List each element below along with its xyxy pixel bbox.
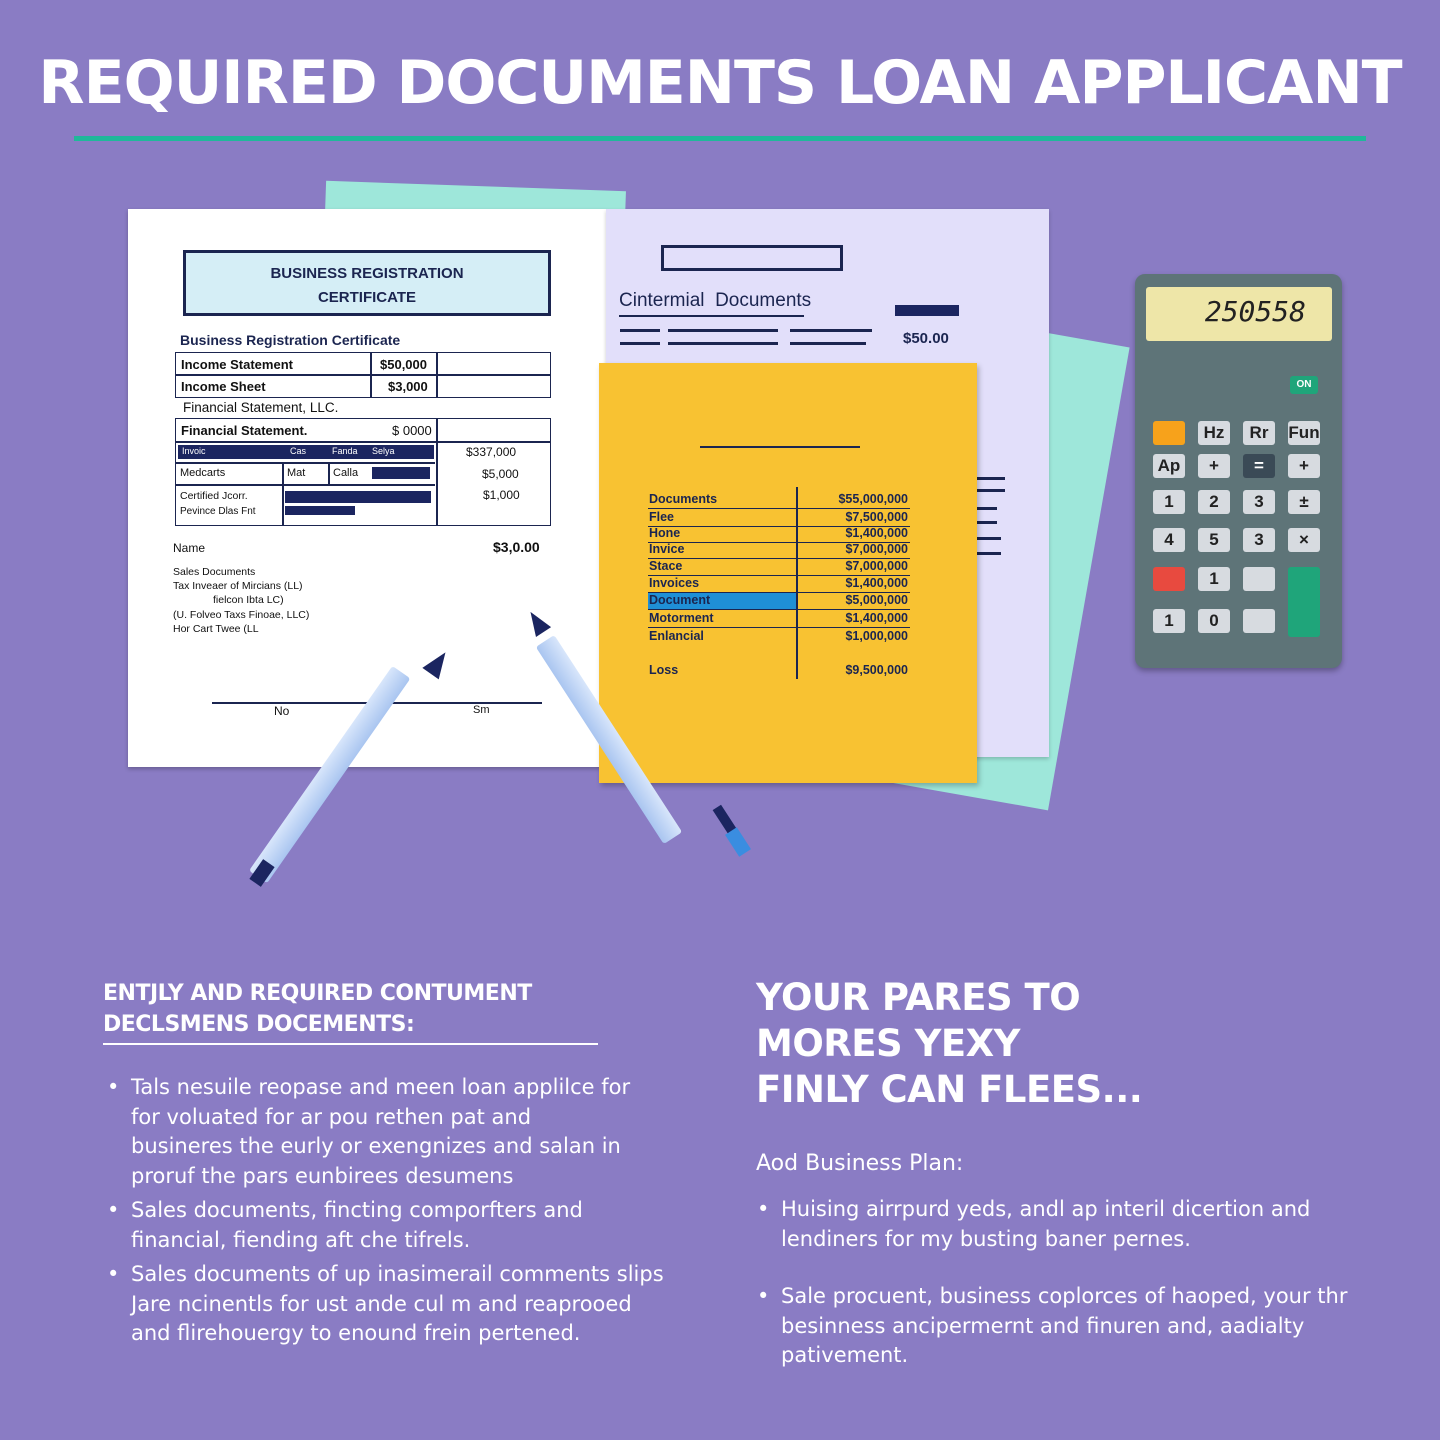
- calc-key[interactable]: [1153, 421, 1185, 445]
- name-label: Name: [173, 541, 206, 555]
- bullet-line: besinness ancipermernt and finuren and, aadialty: [781, 1313, 1305, 1338]
- table-header-cell: Cas: [290, 446, 307, 456]
- calc-key[interactable]: 5: [1198, 528, 1230, 552]
- bullet-line: pativement.: [781, 1343, 909, 1367]
- calc-key[interactable]: [1243, 609, 1275, 633]
- certificate-subtitle: Business Registration Certificate: [180, 332, 401, 348]
- notes-line: Hor Cart Twee (LL: [173, 623, 259, 635]
- calc-key[interactable]: =: [1243, 454, 1275, 478]
- table-divider: [282, 462, 284, 526]
- text-line: [977, 537, 1001, 540]
- table-divider: [370, 352, 372, 398]
- certificate-title-line2: CERTIFICATE: [317, 289, 417, 306]
- yellow-row-value: $5,000,000: [845, 593, 908, 607]
- yellow-row-rule: [648, 508, 910, 509]
- table-column-divider: [796, 487, 798, 679]
- table-cell: $5,000: [482, 467, 519, 481]
- yellow-row-label: Motorment: [649, 611, 714, 625]
- calc-key[interactable]: 0: [1198, 609, 1230, 633]
- calc-key[interactable]: 4: [1153, 528, 1185, 552]
- bullet-line: • Sales documents, fincting comporfters and: [131, 1198, 583, 1222]
- bullet-line: • Huising airrpurd yeds, andl ap interil dicertion and: [781, 1197, 1311, 1221]
- table-cell: $1,000: [483, 488, 520, 502]
- text-line: [977, 507, 997, 510]
- text-line: [620, 329, 660, 332]
- right-section-heading: [756, 975, 1142, 1113]
- table-cell: $50,000: [380, 357, 427, 372]
- table-cell: $337,000: [466, 445, 517, 459]
- table-divider: [175, 484, 435, 486]
- table-cell: Income Sheet: [181, 379, 266, 394]
- yellow-row-label: Hone: [649, 526, 681, 540]
- commercial-heading: Cintermial Documents: [619, 290, 812, 311]
- calc-key[interactable]: +: [1198, 454, 1230, 478]
- calc-key-on[interactable]: ON: [1290, 376, 1318, 394]
- bullet-line: • Tals nesuile reopase and meen loan applilce for: [131, 1075, 631, 1099]
- name-value: $3,0.00: [493, 539, 540, 555]
- calc-key[interactable]: +: [1288, 454, 1320, 478]
- yellow-row-value: $9,500,000: [845, 663, 908, 677]
- table-header-cell: Invoic: [182, 446, 206, 456]
- yellow-row-value: $55,000,000: [838, 492, 908, 506]
- table-cell: Certified Jcorr.: [180, 490, 248, 502]
- table-header-cell: Selya: [372, 446, 395, 456]
- yellow-row-value: $1,400,000: [845, 576, 908, 590]
- commercial-amount: $50.00: [903, 330, 949, 347]
- left-heading-line2: DECLSMENS DOCEMENTS:: [103, 1012, 415, 1037]
- right-bullet-list: [755, 1195, 1421, 1371]
- calc-key[interactable]: 1: [1153, 609, 1185, 633]
- left-heading-line1: ENTJLY AND REQUIRED CONTUMENT: [103, 981, 532, 1006]
- bullet-item: [131, 1073, 751, 1191]
- calc-key[interactable]: ×: [1288, 528, 1320, 552]
- calc-key[interactable]: 3: [1243, 528, 1275, 552]
- yellow-row-value: $1,400,000: [845, 611, 908, 625]
- yellow-row-rule: [648, 609, 910, 610]
- table-cell: $ 0000: [392, 423, 432, 438]
- yellow-row-label: Invice: [649, 542, 685, 556]
- yellow-row-label: Documents: [649, 492, 718, 506]
- right-subheading: Aod Business Plan:: [756, 1151, 964, 1176]
- table-header-cell: Fanda: [332, 446, 358, 456]
- yellow-row-value: $7,000,000: [845, 559, 908, 573]
- right-heading-line: MORES YEXY: [756, 1022, 1020, 1065]
- calc-key[interactable]: 1: [1153, 490, 1185, 514]
- section-heading: Financial Statement, LLC.: [183, 400, 339, 415]
- yellow-row-value: $7,500,000: [845, 510, 908, 524]
- pencil-cap: [725, 827, 751, 856]
- left-bullet-list: [105, 1073, 751, 1349]
- title-divider: [74, 136, 1366, 141]
- bullet-line: • Sales documents of up inasimerail comments slips: [131, 1262, 664, 1286]
- calculator-display: 250558: [1146, 287, 1332, 341]
- bullet-line: and flirehouergy to enound frein pertened.: [131, 1321, 581, 1345]
- bullet-line: financial, fiending aft che tifrels.: [131, 1227, 471, 1252]
- header-box: [661, 245, 843, 271]
- table-divider: [175, 462, 435, 464]
- yellow-row-label: Document: [649, 593, 711, 607]
- calc-key[interactable]: Hz: [1198, 421, 1230, 445]
- text-line: [977, 489, 1005, 492]
- yellow-row-value: $1,000,000: [845, 629, 908, 643]
- table-divider: [175, 441, 551, 443]
- text-line: [620, 342, 660, 345]
- yellow-row-value: $1,400,000: [845, 526, 908, 540]
- calc-key[interactable]: 1: [1198, 567, 1230, 591]
- bullet-line: proruf the pars eunbirees desumens: [131, 1163, 514, 1188]
- notes-line: fielcon Ibta LC): [213, 594, 284, 606]
- text-line: [668, 329, 778, 332]
- text-line: [977, 552, 1001, 555]
- label-bar: [895, 305, 959, 316]
- page-title: REQUIRED DOCUMENTS LOAN APPLICANT: [38, 48, 1402, 118]
- text-line: [790, 329, 872, 332]
- table-cell: Financial Statement.: [181, 423, 308, 438]
- yellow-row-label: Invoices: [649, 576, 700, 590]
- certificate-title-box: [183, 250, 551, 316]
- certificate-title-line1: BUSINESS REGISTRATION: [270, 265, 464, 282]
- notes-line: (U. Folveo Taxs Finoae, LLC): [173, 609, 310, 621]
- notes-line: Tax Inveaer of Mircians (LL): [173, 580, 303, 592]
- bullet-item: [781, 1282, 1421, 1371]
- text-line: [668, 342, 778, 345]
- table-cell: $3,000: [388, 379, 428, 394]
- redacted-bar: [372, 467, 430, 479]
- left-heading-rule: [103, 1043, 598, 1045]
- redacted-bar: [285, 491, 431, 503]
- table-cell: Medcarts: [180, 467, 226, 479]
- right-heading-line: FINLY CAN FLEES...: [756, 1068, 1143, 1111]
- calc-key[interactable]: Rr: [1243, 421, 1275, 445]
- financial-summary-document: [599, 363, 977, 783]
- heading-underline: [619, 315, 804, 317]
- bullet-line: • Sale procuent, business coplorces of haoped, your thr: [781, 1284, 1348, 1308]
- table-divider: [436, 352, 438, 398]
- text-line: [977, 477, 1005, 480]
- table-cell: Income Statement: [181, 357, 293, 372]
- table-divider: [436, 418, 438, 526]
- calc-key[interactable]: [1243, 567, 1275, 591]
- bullet-item: [131, 1196, 751, 1255]
- table-divider: [328, 462, 330, 484]
- calc-key[interactable]: [1153, 567, 1185, 591]
- bullet-line: busineres the eurly or exengnizes and salan in: [131, 1134, 621, 1158]
- yellow-row-label: Loss: [649, 663, 679, 677]
- bullet-line: lendiners for my busting baner pernes.: [781, 1226, 1191, 1251]
- yellow-row-rule: [648, 627, 910, 628]
- yellow-row-label: Flee: [649, 510, 675, 524]
- notes-line: Sales Documents: [173, 566, 256, 578]
- calc-key[interactable]: 3: [1243, 490, 1275, 514]
- left-section-heading: [103, 978, 532, 1040]
- bullet-line: for voluated for ar pou rethen pat and: [131, 1104, 532, 1129]
- yellow-row-value: $7,000,000: [845, 542, 908, 556]
- yellow-row-label: Stace: [649, 559, 683, 573]
- signature-label-right: Sm: [473, 704, 490, 716]
- bullet-line: Jare ncinentls for ust ande cul m and reaprooed: [131, 1291, 632, 1316]
- calc-key[interactable]: ±: [1288, 490, 1320, 514]
- yellow-row-label: Enlancial: [649, 629, 704, 643]
- table-divider: [175, 374, 551, 376]
- calc-key[interactable]: 2: [1198, 490, 1230, 514]
- table-cell: Calla: [333, 467, 359, 479]
- bullet-item: [131, 1260, 751, 1349]
- calc-key[interactable]: Ap: [1153, 454, 1185, 478]
- calc-key-equals-large[interactable]: [1288, 567, 1320, 637]
- redacted-bar: [285, 506, 355, 515]
- text-line: [977, 521, 997, 524]
- right-heading-line: YOUR PARES TO: [756, 976, 1081, 1019]
- table-cell: Mat: [287, 467, 306, 479]
- header-line: [700, 446, 860, 448]
- signature-label-left: No: [274, 704, 290, 718]
- text-line: [790, 342, 866, 345]
- table-cell: Pevince Dlas Fnt: [180, 506, 256, 517]
- calc-key[interactable]: Fun: [1288, 421, 1320, 445]
- bullet-item: [781, 1195, 1421, 1254]
